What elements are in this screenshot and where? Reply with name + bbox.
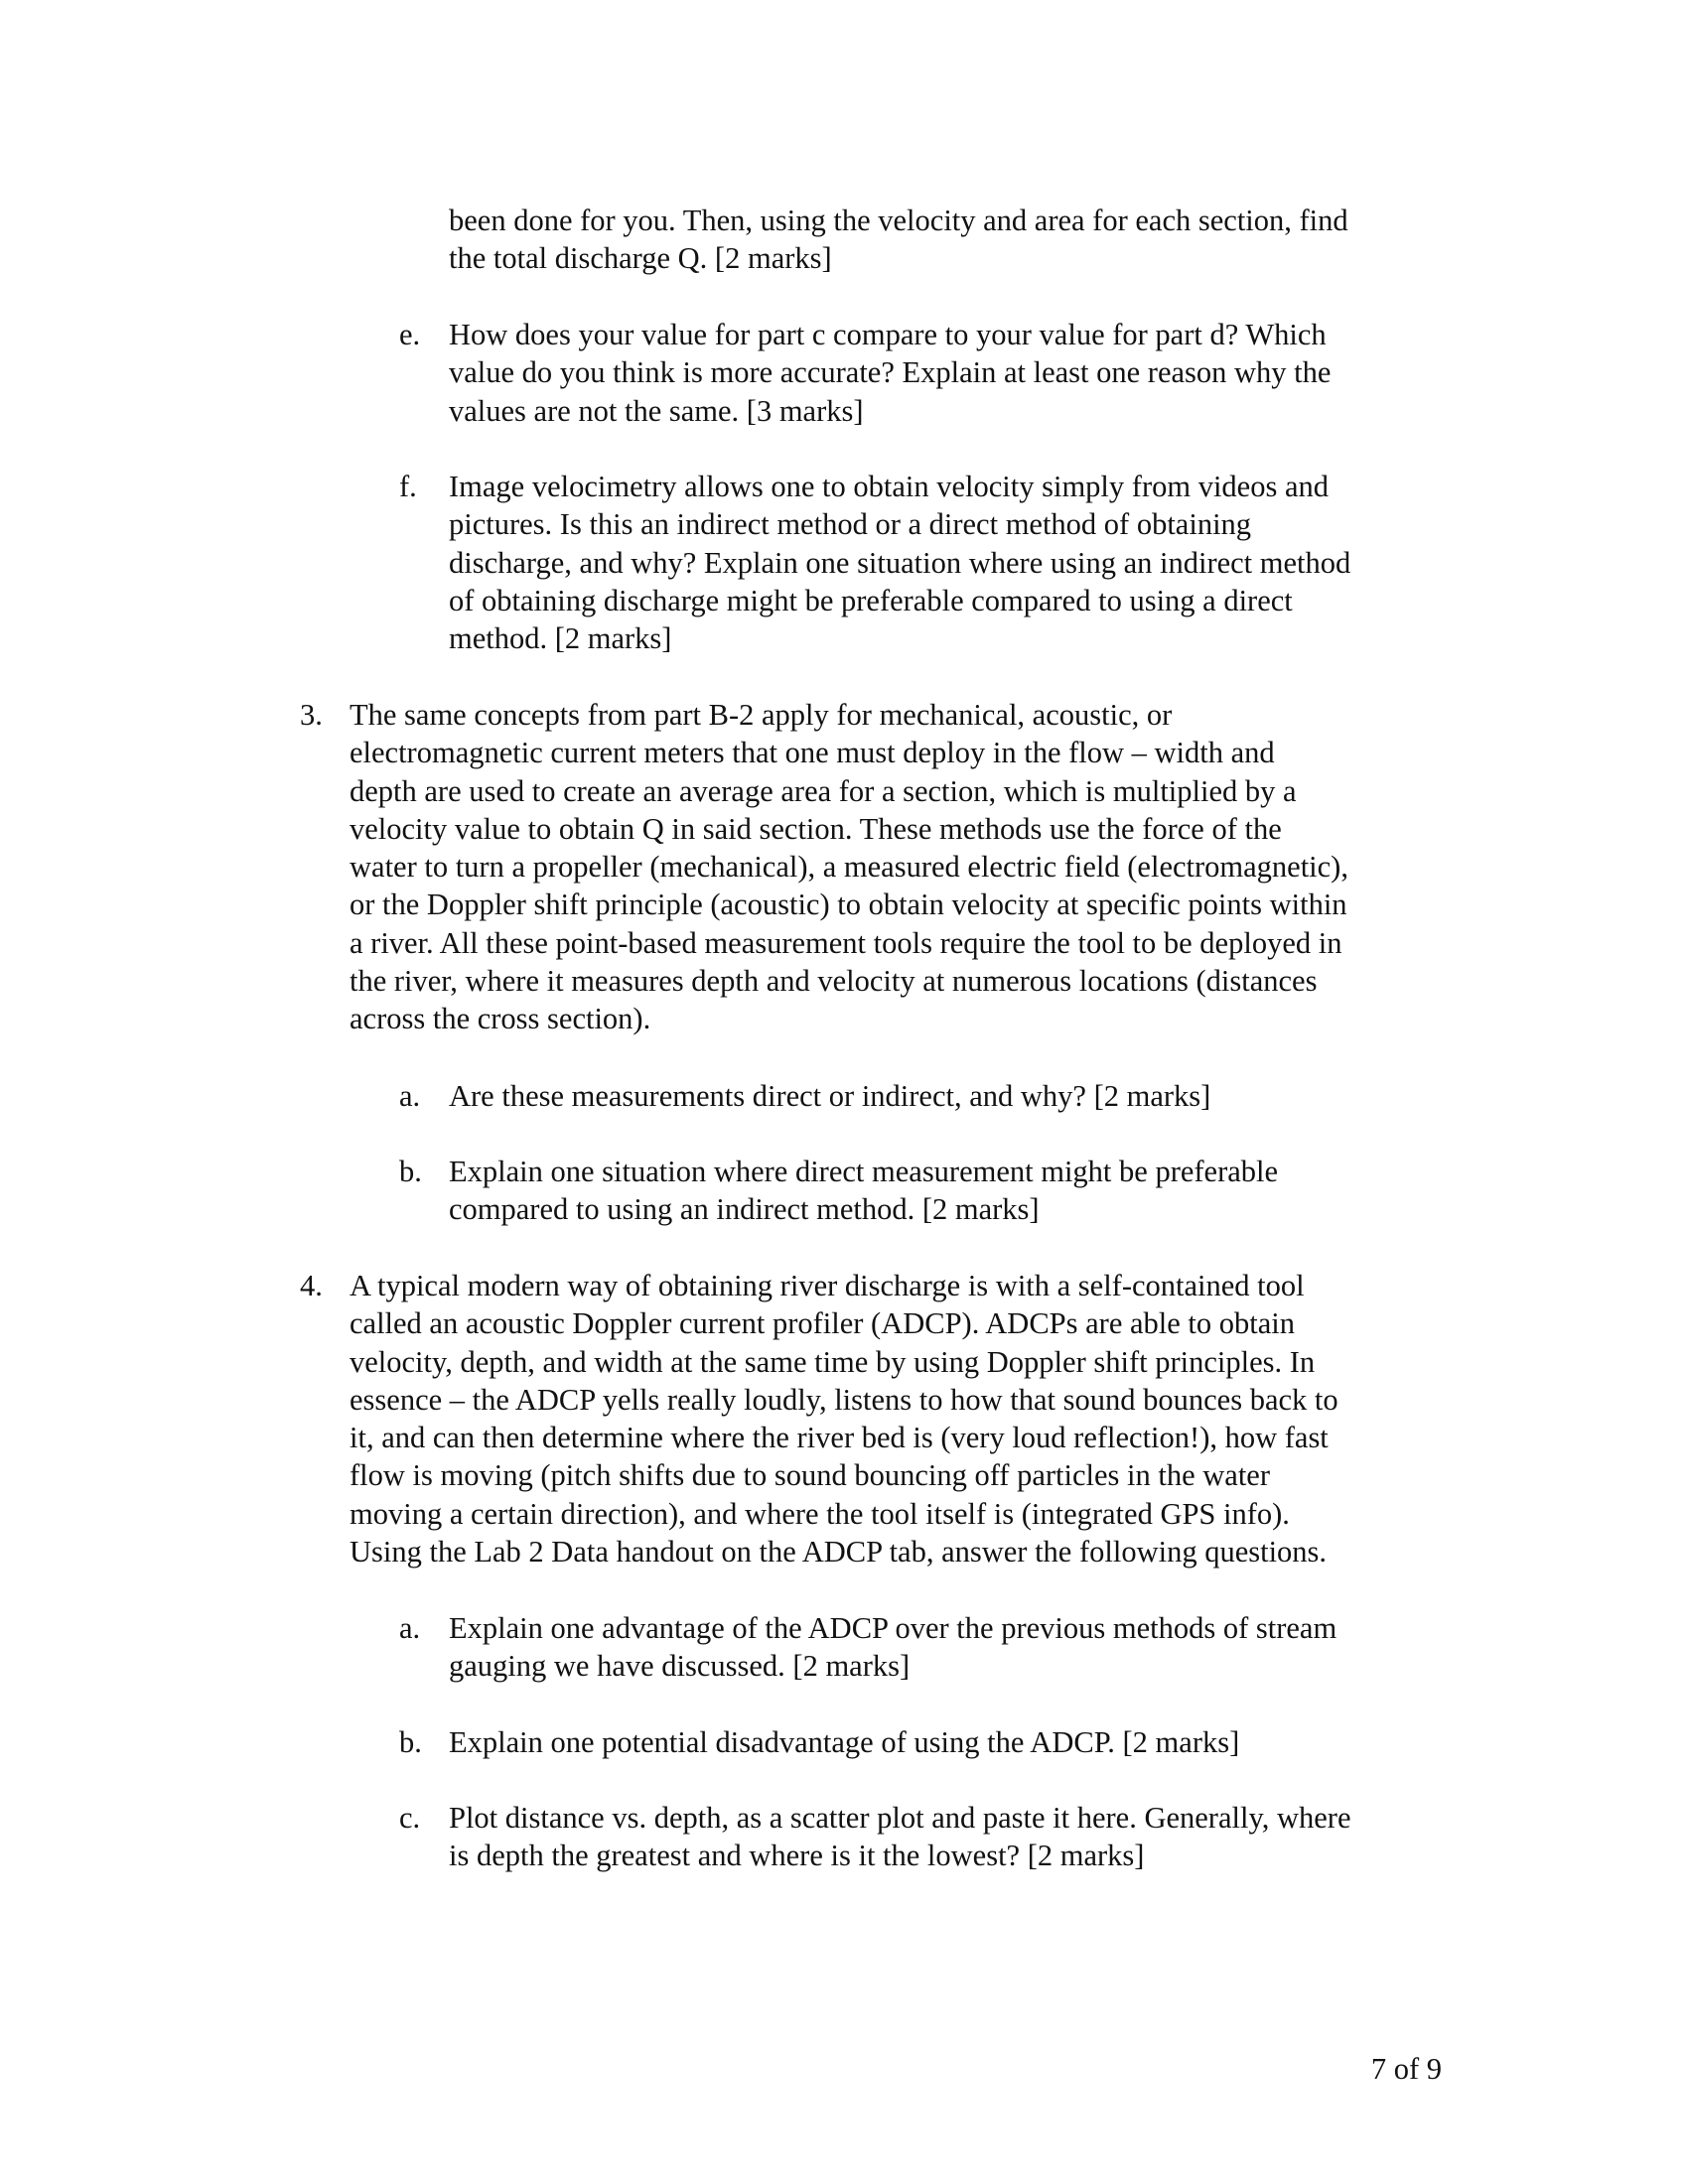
- text-line: value do you think is more accurate? Explain at least one reason why the: [449, 355, 1332, 390]
- text-line: Image velocimetry allows one to obtain velocity simply from videos and: [449, 470, 1329, 503]
- item-label: b.: [399, 1725, 422, 1759]
- item-label: a.: [399, 1079, 421, 1113]
- item-label: a.: [399, 1611, 421, 1645]
- text-line: across the cross section).: [350, 1002, 651, 1036]
- text-line: it, and can then determine where the river bed is (very loud reflection!), how fast: [350, 1421, 1329, 1455]
- text-line: pictures. Is this an indirect method or a direct method of obtaining: [449, 507, 1252, 542]
- subquestion-text: [449, 1153, 1452, 1229]
- text-line: called an acoustic Doppler current profiler (ADCP). ADCPs are able to obtain: [350, 1306, 1295, 1341]
- subquestion-text: [449, 1609, 1452, 1686]
- text-line: A typical modern way of obtaining river discharge is with a self-contained tool: [350, 1269, 1305, 1302]
- item-label: c.: [399, 1801, 421, 1835]
- text-line: is depth the greatest and where is it the lowest? [2 marks]: [449, 1839, 1145, 1873]
- item-label: b.: [399, 1155, 422, 1188]
- text-line: a river. All these point-based measurement tools require the tool to be deployed in: [350, 925, 1342, 960]
- question-text: [350, 696, 1452, 1038]
- text-line: electromagnetic current meters that one must deploy in the flow – width and: [350, 736, 1275, 770]
- item-label: e.: [399, 318, 421, 351]
- text-line: values are not the same. [3 marks]: [449, 393, 864, 428]
- text-line: flow is moving (pitch shifts due to sound bouncing off particles in the water: [350, 1458, 1270, 1493]
- subquestion-text: [449, 316, 1452, 430]
- text-line: gauging we have discussed. [2 marks]: [449, 1649, 911, 1684]
- subquestion-text: [449, 468, 1452, 657]
- subquestion-text: [449, 202, 1452, 278]
- text-line: the river, where it measures depth and velocity at numerous locations (distances: [350, 964, 1318, 999]
- text-line: compared to using an indirect method. [2 marks]: [449, 1192, 1040, 1227]
- subquestion-text: [449, 1723, 1452, 1761]
- subquestion-text: [449, 1077, 1452, 1115]
- subquestion-text: [449, 1799, 1452, 1875]
- text-line: depth are used to create an average area for a section, which is multiplied by a: [350, 773, 1297, 808]
- text-line: Explain one advantage of the ADCP over the previous methods of stream: [449, 1611, 1337, 1645]
- text-line: velocity value to obtain Q in said section. These methods use the force of the: [350, 811, 1282, 846]
- text-line: Plot distance vs. depth, as a scatter plot and paste it here. Generally, where: [449, 1801, 1351, 1835]
- text-line: or the Doppler shift principle (acoustic) to obtain velocity at specific points within: [350, 887, 1347, 922]
- text-line: of obtaining discharge might be preferable compared to using a direct: [449, 583, 1293, 617]
- text-line: Explain one potential disadvantage of using the ADCP. [2 marks]: [449, 1725, 1240, 1759]
- item-label: f.: [399, 470, 417, 503]
- text-line: How does your value for part c compare to your value for part d? Which: [449, 318, 1327, 351]
- text-line: Using the Lab 2 Data handout on the ADCP tab, answer the following questions.: [350, 1535, 1328, 1570]
- text-line: essence – the ADCP yells really loudly, listens to how that sound bounces back to: [350, 1382, 1338, 1417]
- text-line: Explain one situation where direct measurement might be preferable: [449, 1155, 1279, 1188]
- item-label: 3.: [300, 698, 323, 732]
- text-line: been done for you. Then, using the velocity and area for each section, find: [449, 204, 1348, 237]
- text-line: Are these measurements direct or indirect, and why? [2 marks]: [449, 1079, 1211, 1113]
- item-label: 4.: [300, 1269, 323, 1302]
- text-line: the total discharge Q. [2 marks]: [449, 241, 832, 276]
- text-line: The same concepts from part B-2 apply for mechanical, acoustic, or: [350, 698, 1173, 732]
- question-text: [350, 1267, 1452, 1570]
- text-line: moving a certain direction), and where the tool itself is (integrated GPS info).: [350, 1496, 1290, 1531]
- page-number: 7 of 9: [1370, 2052, 1442, 2086]
- text-line: method. [2 marks]: [449, 621, 672, 656]
- text-line: discharge, and why? Explain one situation where using an indirect method: [449, 545, 1351, 580]
- text-line: water to turn a propeller (mechanical), a measured electric field (electromagnetic),: [350, 850, 1348, 885]
- text-line: velocity, depth, and width at the same time by using Doppler shift principles. In: [350, 1344, 1316, 1379]
